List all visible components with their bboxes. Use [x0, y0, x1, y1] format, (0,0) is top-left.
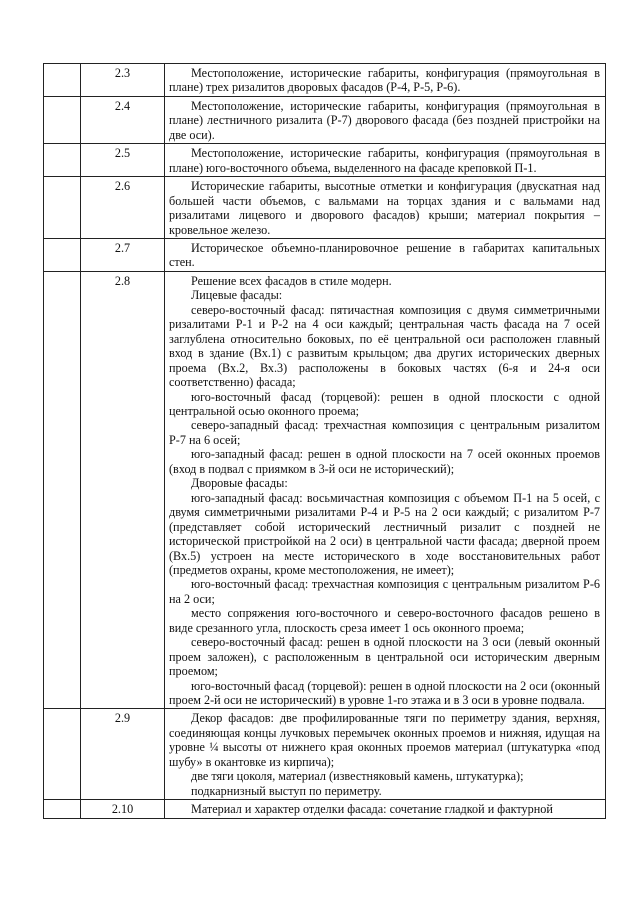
description-paragraph: место сопряжения юго-восточного и северо-восточного фасадов решено в виде срезанного угла, плоскость среза имеет 1 ось оконного проема; — [169, 606, 600, 635]
item-number-cell — [81, 238, 165, 271]
table-row — [44, 64, 606, 97]
item-number-cell — [81, 177, 165, 239]
description-paragraph: Решение всех фасадов в стиле модерн. — [191, 273, 392, 288]
description-paragraph: две тяги цоколя, материал (известняковый камень, штукатурка); — [191, 769, 524, 784]
item-number-cell — [81, 64, 165, 97]
description-paragraph: Лицевые фасады: — [191, 288, 283, 303]
blank-cell — [44, 238, 81, 271]
item-number: 2.4 — [114, 98, 131, 113]
description-paragraph: Дворовые фасады: — [191, 476, 288, 491]
description-paragraph: юго-западный фасад: восьмичастная композиция с объемом П-1 на 5 осей, с двумя симметричными ризалитами Р-4 и Р-5 на 2 оси каждый; с ризалитом Р-7 (представляет собой исторический лестничный ризалит с поздней не исторической пристройкой на 2 оси) в центральной части фасада; дверной проем (Вх.5) устроен на месте исторического в ходе восстановительных работ (предметов охраны, кроме местоположения, не имеет); — [169, 490, 600, 577]
blank-cell — [44, 709, 81, 800]
blank-cell — [44, 800, 81, 818]
item-description-cell — [165, 271, 606, 709]
item-description-cell — [165, 177, 606, 239]
description-paragraph: подкарнизный выступ по периметру. — [191, 783, 382, 798]
description-paragraph: Материал и характер отделки фасада: сочетание гладкой и фактурной — [191, 802, 553, 817]
table-row — [44, 144, 606, 177]
item-description-cell — [165, 64, 606, 97]
table-row — [44, 800, 606, 818]
table-row — [44, 238, 606, 271]
item-number: 2.5 — [114, 146, 131, 161]
item-description-cell — [165, 709, 606, 800]
description-paragraph: северо-западный фасад: трехчастная композиция с центральным ризалитом Р-7 на 6 осей; — [169, 418, 600, 447]
description-paragraph: северо-восточный фасад: пятичастная композиция с двумя симметричными ризалитами Р-1 и Р-2 на 4 оси каждый; центральная часть фасада на 7 осей заглублена относительно боковых, по её центральной оси расположен главный вход в здание (Вх.1) с развитым крыльцом; два других исторических дверных проема (Вх.2, Вх.3) расположены в боковых частях (6-я и 24-я оси соответственно) фасада; — [169, 302, 600, 390]
item-number-cell — [81, 96, 165, 143]
item-number-cell — [81, 709, 165, 800]
item-number: 2.6 — [114, 179, 131, 194]
description-paragraph: Декор фасадов: две профилированные тяги по периметру здания, верхняя, соединяющая концы лучковых перемычек оконных проемов и нижняя, идущая на уровне ¼ высоты от нижнего края оконных проемов материал (штукатурка «под шубу» в окантовке из кирпича); — [169, 711, 600, 769]
blank-cell — [44, 96, 81, 143]
blank-cell — [44, 271, 81, 709]
item-number: 2.9 — [114, 711, 131, 726]
description-paragraph: юго-западный фасад: решен в одной плоскости на 7 осей оконных проемов (вход в подвал с приямком в 3-й оси не исторический); — [169, 447, 600, 476]
item-number: 2.7 — [114, 240, 131, 255]
description-paragraph: Исторические габариты, высотные отметки и конфигурация (двускатная над большей части объемов, с вальмами на торцах здания и с вальмами над ризалитами лицевого и дворового фасадов) крыши; материал покрытия – кровельное железо. — [169, 179, 600, 237]
description-paragraph: Местоположение, исторические габариты, конфигурация (прямоугольная в плане) трех ризалитов дворовых фасадов (Р-4, Р-5, Р-6). — [169, 66, 600, 95]
item-number-cell — [81, 271, 165, 709]
description-paragraph: Местоположение, исторические габариты, конфигурация (прямоугольная в плане) лестничного ризалита (Р-7) дворового фасада (без поздней пристройки на две оси). — [169, 98, 600, 142]
description-paragraph: юго-восточный фасад: трехчастная композиция с центральным ризалитом Р-6 на 2 оси; — [169, 577, 600, 606]
table-row — [44, 709, 606, 800]
blank-cell — [44, 144, 81, 177]
blank-cell — [44, 177, 81, 239]
description-paragraph: северо-восточный фасад: решен в одной плоскости на 3 оси (левый оконный проем заложен), с расположенным в центральной оси историческим дверным проемом; — [169, 635, 600, 679]
item-description-cell — [165, 144, 606, 177]
item-number-cell — [81, 800, 165, 818]
description-paragraph: Историческое объемно-планировочное решение в габаритах капитальных стен. — [169, 240, 600, 270]
table-row — [44, 177, 606, 239]
item-number: 2.3 — [114, 66, 131, 80]
table-row — [44, 271, 606, 709]
item-description-cell — [165, 238, 606, 271]
table-body — [44, 64, 606, 819]
item-number-cell — [81, 144, 165, 177]
description-paragraph: юго-восточный фасад (торцевой): решен в одной плоскости с одной центральной осью оконного проема; — [169, 389, 600, 418]
description-paragraph: юго-восточный фасад (торцевой): решен в одной плоскости на 2 оси (оконный проем 2-й оси не исторический) в уровне 1-го этажа и в 3 оси в уровне подвала. — [169, 678, 600, 708]
item-number: 2.8 — [114, 273, 131, 288]
description-paragraph: Местоположение, исторические габариты, конфигурация (прямоугольная в плане) юго-восточного объема, выделенного на фасаде креповкой П-1. — [169, 146, 600, 175]
item-description-cell — [165, 800, 606, 818]
item-description-cell — [165, 96, 606, 143]
item-number: 2.10 — [111, 802, 134, 817]
blank-cell — [44, 64, 81, 97]
table-row — [44, 96, 606, 143]
protection-subject-table — [43, 63, 606, 819]
